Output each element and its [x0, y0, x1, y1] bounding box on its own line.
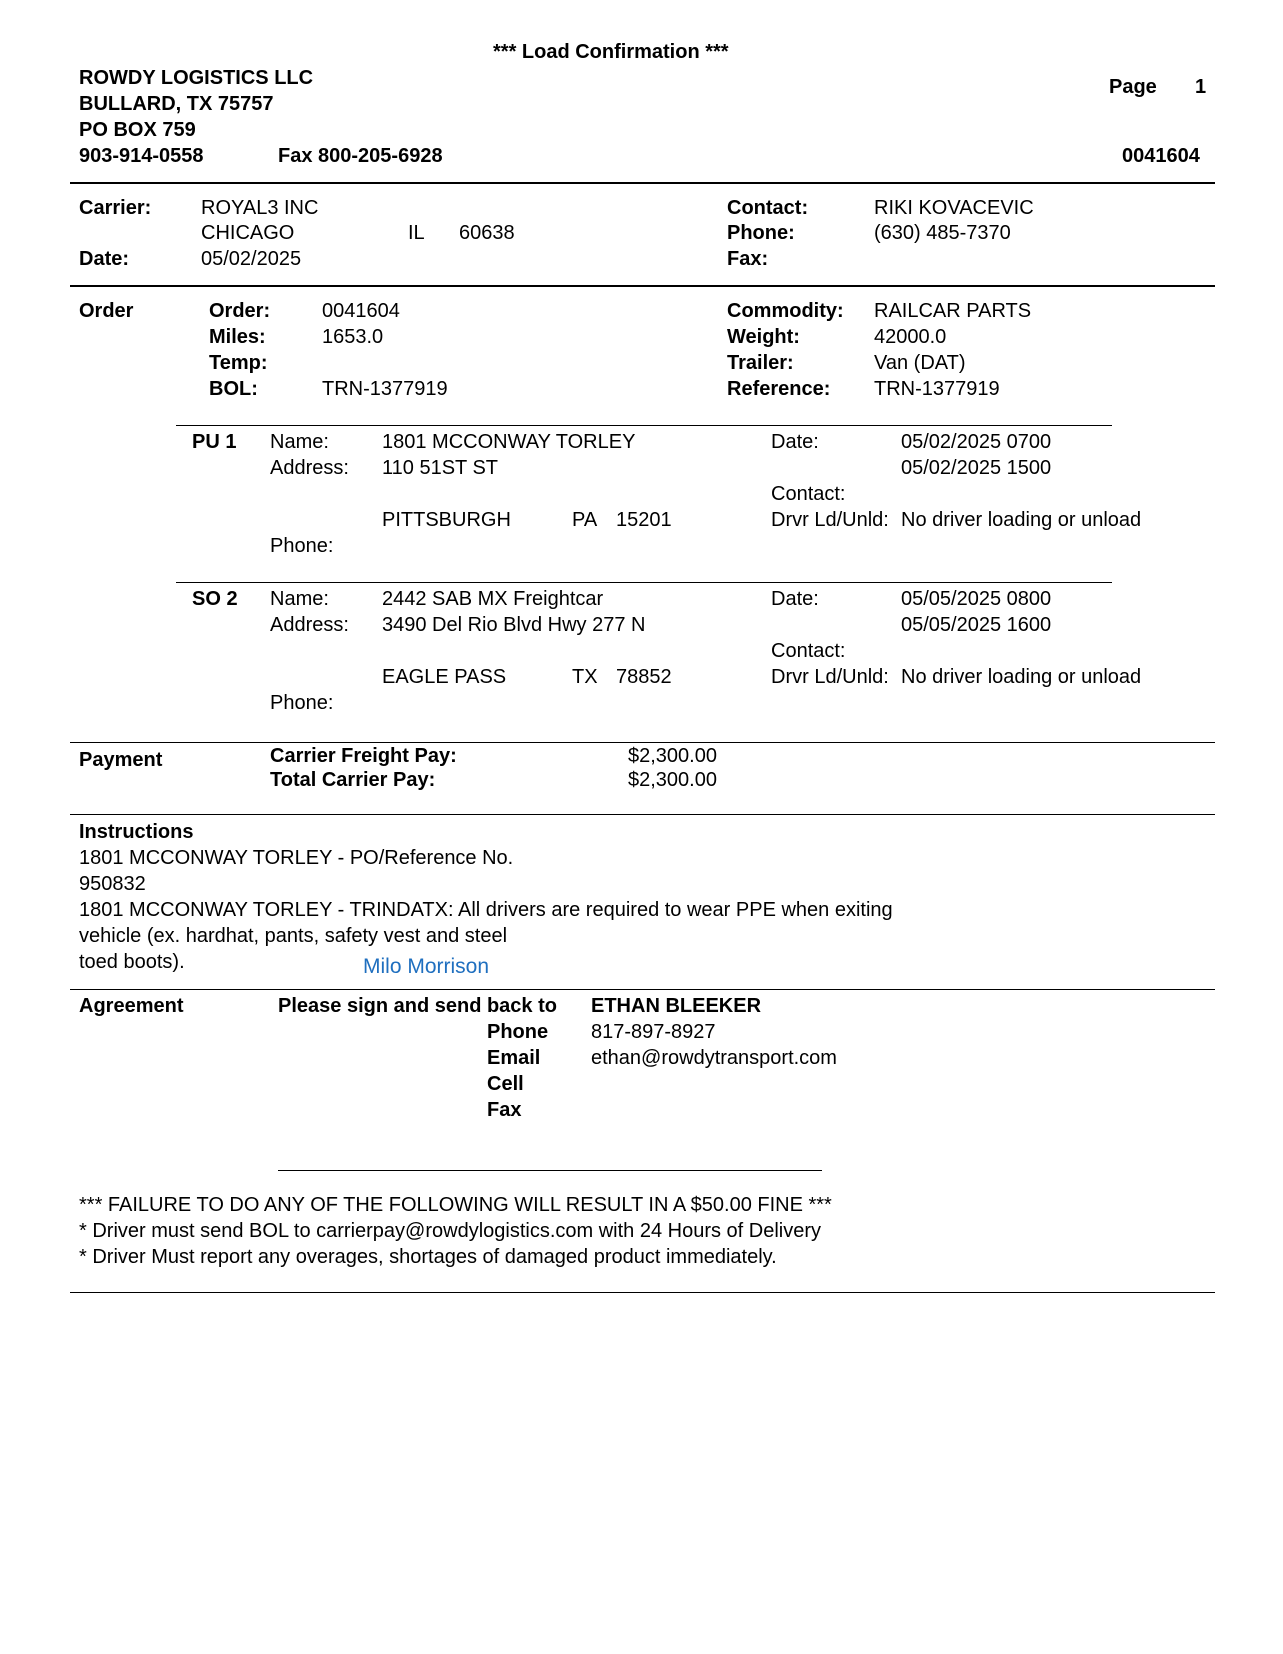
- stop-date-label: Date:: [771, 431, 819, 453]
- divider: [70, 285, 1215, 287]
- divider: [176, 582, 1112, 583]
- total-pay-label: Total Carrier Pay:: [270, 769, 436, 791]
- send-back-label: Please sign and send back to: [278, 995, 557, 1017]
- bol-label: BOL:: [209, 378, 258, 400]
- reference-value: TRN-1377919: [874, 378, 1000, 400]
- stop-name-label: Name:: [270, 431, 329, 453]
- carrier-zip: 60638: [459, 222, 515, 244]
- carrier-state: IL: [408, 222, 425, 244]
- agreement-phone-value: 817-897-8927: [591, 1021, 716, 1043]
- commodity-label: Commodity:: [727, 300, 844, 322]
- stop-address-label: Address:: [270, 614, 349, 636]
- stop-driver-label: Drvr Ld/Unld:: [771, 509, 889, 531]
- company-pobox: PO BOX 759: [79, 119, 196, 141]
- stop-address: 110 51ST ST: [382, 457, 498, 479]
- miles-label: Miles:: [209, 326, 266, 348]
- carrier-date: 05/02/2025: [201, 248, 302, 270]
- stop-contact-label: Contact:: [771, 640, 846, 662]
- company-fax: Fax 800-205-6928: [278, 145, 443, 167]
- page-number: 1: [1195, 76, 1207, 98]
- instruction-line: vehicle (ex. hardhat, pants, safety vest and steel: [79, 925, 508, 947]
- divider: [70, 989, 1215, 990]
- divider: [70, 182, 1215, 184]
- total-pay-value: $2,300.00: [628, 769, 717, 791]
- instruction-line: 950832: [79, 873, 146, 895]
- stop-address: 3490 Del Rio Blvd Hwy 277 N: [382, 614, 646, 636]
- instructions-title: Instructions: [79, 821, 194, 843]
- carrier-name: ROYAL3 INC: [201, 197, 319, 219]
- trailer-value: Van (DAT): [874, 352, 966, 374]
- stop-zip: 15201: [616, 509, 672, 531]
- agreement-email-label: Email: [487, 1047, 541, 1069]
- carrier-phone-label: Phone:: [727, 222, 795, 244]
- document-title: *** Load Confirmation ***: [493, 41, 729, 63]
- footer-rule: * Driver must send BOL to carrierpay@rowdylogistics.com with 24 Hours of Delivery: [79, 1220, 822, 1242]
- divider: [70, 814, 1215, 815]
- stop-city: EAGLE PASS: [382, 666, 507, 688]
- weight-value: 42000.0: [874, 326, 947, 348]
- stop-city: PITTSBURGH: [382, 509, 511, 531]
- stop-name: 2442 SAB MX Freightcar: [382, 588, 604, 610]
- instruction-line: 1801 MCCONWAY TORLEY - TRINDATX: All drivers are required to wear PPE when exiting: [79, 899, 893, 921]
- divider: [176, 425, 1112, 426]
- contact-label: Contact:: [727, 197, 809, 219]
- divider: [70, 742, 1215, 743]
- stop-phone-label: Phone:: [270, 692, 334, 714]
- agreement-contact-name: ETHAN BLEEKER: [591, 995, 762, 1017]
- stop-driver-value: No driver loading or unload: [901, 666, 1142, 688]
- stop-zip: 78852: [616, 666, 672, 688]
- agreement-section-label: Agreement: [79, 995, 184, 1017]
- company-city: BULLARD, TX 75757: [79, 93, 274, 115]
- instruction-line: 1801 MCCONWAY TORLEY - PO/Reference No.: [79, 847, 514, 869]
- company-phone: 903-914-0558: [79, 145, 204, 167]
- stop-date-start: 05/02/2025 0700: [901, 431, 1052, 453]
- order-label: Order:: [209, 300, 271, 322]
- stop-name: 1801 MCCONWAY TORLEY: [382, 431, 636, 453]
- agreement-fax-label: Fax: [487, 1099, 522, 1121]
- carrier-date-label: Date:: [79, 248, 130, 270]
- stop-address-label: Address:: [270, 457, 349, 479]
- stop-phone-label: Phone:: [270, 535, 334, 557]
- instruction-line: toed boots).: [79, 951, 185, 973]
- payment-section-label: Payment: [79, 749, 163, 771]
- agreement-cell-label: Cell: [487, 1073, 524, 1095]
- carrier-label: Carrier:: [79, 197, 152, 219]
- signer-name: Milo Morrison: [363, 955, 490, 978]
- stop-name-label: Name:: [270, 588, 329, 610]
- carrier-phone-value: (630) 485-7370: [874, 222, 1011, 244]
- company-name: ROWDY LOGISTICS LLC: [79, 67, 314, 89]
- stop-date-end: 05/05/2025 1600: [901, 614, 1052, 636]
- document-number: 0041604: [1122, 145, 1200, 167]
- agreement-phone-label: Phone: [487, 1021, 549, 1043]
- stop-state: TX: [572, 666, 598, 688]
- order-section-label: Order: [79, 300, 134, 322]
- order-value: 0041604: [322, 300, 400, 322]
- page-label: Page: [1109, 76, 1157, 98]
- fine-warning: *** FAILURE TO DO ANY OF THE FOLLOWING WILL RESULT IN A $50.00 FINE ***: [79, 1194, 832, 1216]
- carrier-city: CHICAGO: [201, 222, 295, 244]
- stop-date-label: Date:: [771, 588, 819, 610]
- stop-driver-value: No driver loading or unload: [901, 509, 1142, 531]
- bol-value: TRN-1377919: [322, 378, 448, 400]
- contact-value: RIKI KOVACEVIC: [874, 197, 1034, 219]
- freight-pay-label: Carrier Freight Pay:: [270, 745, 457, 767]
- trailer-label: Trailer:: [727, 352, 794, 374]
- stop-date-end: 05/02/2025 1500: [901, 457, 1052, 479]
- stop-state: PA: [572, 509, 598, 531]
- signature-line: [278, 1170, 822, 1171]
- stop-date-start: 05/05/2025 0800: [901, 588, 1052, 610]
- footer-rule: * Driver Must report any overages, shortages of damaged product immediately.: [79, 1246, 777, 1268]
- carrier-fax-label: Fax:: [727, 248, 769, 270]
- miles-value: 1653.0: [322, 326, 384, 348]
- reference-label: Reference:: [727, 378, 831, 400]
- commodity-value: RAILCAR PARTS: [874, 300, 1032, 322]
- stop-code: PU 1: [192, 431, 237, 453]
- freight-pay-value: $2,300.00: [628, 745, 717, 767]
- weight-label: Weight:: [727, 326, 800, 348]
- stop-driver-label: Drvr Ld/Unld:: [771, 666, 889, 688]
- stop-code: SO 2: [192, 588, 238, 610]
- agreement-email-value: ethan@rowdytransport.com: [591, 1047, 837, 1069]
- divider: [70, 1292, 1215, 1293]
- stop-contact-label: Contact:: [771, 483, 846, 505]
- temp-label: Temp:: [209, 352, 268, 374]
